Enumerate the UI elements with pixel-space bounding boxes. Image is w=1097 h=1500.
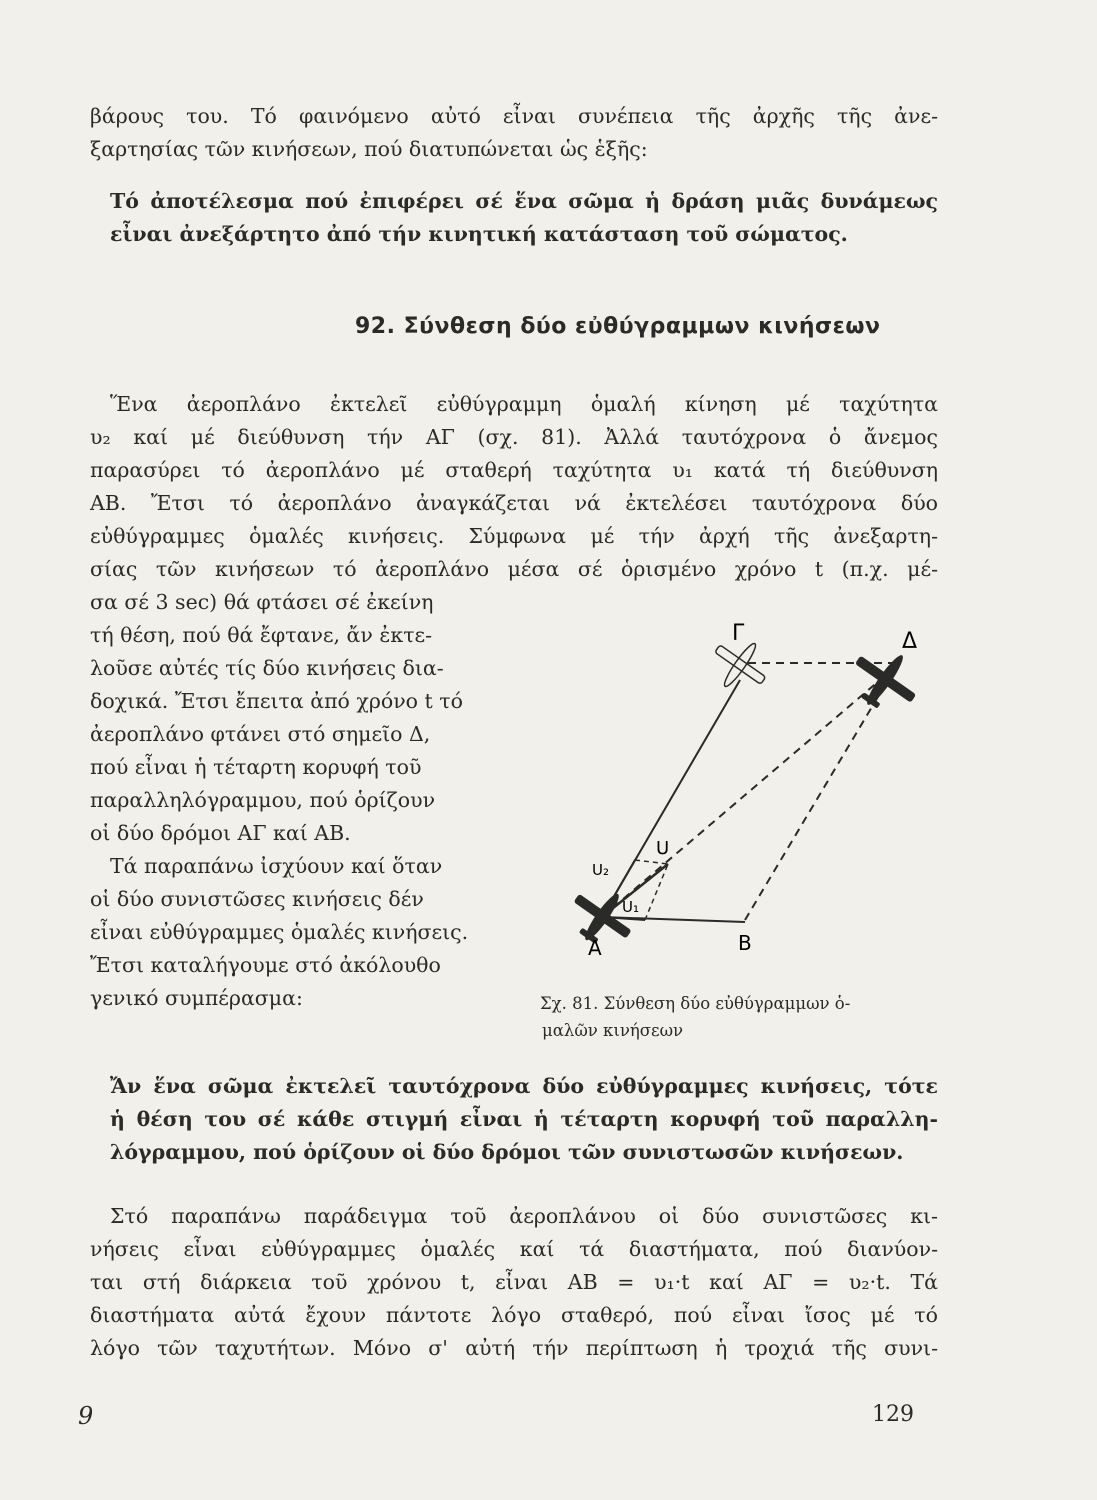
label-beta: Β	[738, 931, 752, 955]
text-line: εὐθύγραμμες ὁμαλές κινήσεις. Σύμφωνα μέ τήν ἀρχή τῆς ἀνεξαρτη-	[90, 524, 938, 548]
text-line: ἡ θέση του σέ κάθε στιγμή εἶναι ἡ τέταρτη κορυφή τοῦ παραλλη-	[110, 1107, 938, 1131]
text-line: Ἄν ἕνα σῶμα ἐκτελεῖ ταυτόχρονα δύο εὐθύγραμμες κινήσεις, τότε	[110, 1074, 938, 1098]
text-line: τή θέση, πού θά ἔφτανε, ἄν ἐκτε-	[90, 623, 433, 647]
airplane-icon-a	[560, 876, 645, 959]
caption-line: Σχ. 81. Σύνθεση δύο εὐθύγραμμων ὁ-	[540, 994, 851, 1013]
text-line: παραλληλόγραμμου, πού ὁρίζουν	[90, 788, 436, 812]
dashed-resultant-path	[602, 680, 880, 917]
text-line: εἶναι ἀνεξάρτητο ἀπό τήν κινητική κατάσταση τοῦ σώματος.	[110, 222, 848, 246]
caption-line: μαλῶν κινήσεων	[542, 1021, 684, 1040]
text-line: λόγο τῶν ταχυτήτων. Μόνο σ' αὐτή τήν περίπτωση ἡ τροχιά τῆς συνι-	[90, 1336, 938, 1360]
body-narrow-column	[90, 586, 512, 1015]
parallelogram-diagram	[540, 610, 940, 980]
label-alpha: Α	[588, 936, 602, 960]
principle-statement-1	[110, 185, 938, 251]
text-line: λοῦσε αὐτές τίς δύο κινήσεις δια-	[90, 656, 444, 680]
dashed-small-top	[635, 860, 668, 864]
figure-caption	[540, 990, 940, 1044]
text-line: ΑΒ. Ἔτσι τό ἀεροπλάνο ἀναγκάζεται νά ἐκτελέσει ταυτόχρονα δύο	[90, 491, 938, 515]
text-line: δοχικά. Ἔτσι ἔπειτα ἀπό χρόνο t τό	[90, 689, 463, 713]
text-line: πού εἶναι ἡ τέταρτη κορυφή τοῦ	[90, 755, 422, 779]
text-line: υ₂ καί μέ διεύθυνση τήν ΑΓ (σχ. 81). Ἀλλά ταυτόχρονα ὁ ἄνεμος	[90, 425, 938, 449]
text-line: σίας τῶν κινήσεων τό ἀεροπλάνο μέσα σέ ὁρισμένο χρόνο t (π.χ. μέ-	[90, 557, 938, 581]
figure-81	[540, 610, 940, 980]
page-number: 129	[872, 1402, 914, 1427]
text-line: διαστήματα αὐτά ἔχουν πάντοτε λόγο σταθερό, πού εἶναι ἴσος μέ τό	[90, 1303, 938, 1327]
text-line: γενικό συμπέρασμα:	[90, 986, 303, 1010]
section-heading: 92. Σύνθεση δύο εὐθύγραμμων κινήσεων	[355, 314, 881, 339]
text-line: παρασύρει τό ἀεροπλάνο μέ σταθερή ταχύτητα υ₁ κατά τή διεύθυνση	[90, 458, 938, 482]
text-line: βάρους του. Τό φαινόμενο αὐτό εἶναι συνέπεια τῆς ἀρχῆς τῆς ἀνε-	[90, 104, 938, 128]
label-u: U	[656, 838, 670, 859]
text-line: σα σέ 3 sec) θά φτάσει σέ ἐκείνη	[90, 590, 434, 614]
dashed-line-beta-delta	[745, 685, 885, 920]
text-line: ἀεροπλάνο φτάνει στό σημεῖο Δ,	[90, 722, 431, 746]
text-line: Τά παραπάνω ἰσχύουν καί ὅταν	[110, 854, 443, 878]
text-line: οἱ δύο συνιστῶσες κινήσεις δέν	[90, 887, 424, 911]
label-u2: U₂	[592, 861, 609, 879]
text-line: ξαρτησίας τῶν κινήσεων, πού διατυπώνεται ὡς ἑξῆς:	[90, 137, 648, 161]
text-line: νήσεις εἶναι εὐθύγραμμες ὁμαλές καί τά διαστήματα, πού διανύον-	[90, 1237, 938, 1261]
signature-mark: 9	[78, 1402, 94, 1430]
principle-statement-2	[110, 1070, 938, 1169]
body-paragraph-2	[90, 1200, 938, 1365]
text-line: Ἔτσι καταλήγουμε στό ἀκόλουθο	[90, 953, 441, 977]
label-u1: U₁	[622, 898, 639, 916]
label-gamma: Γ	[732, 621, 745, 646]
text-line: Ἕνα ἀεροπλάνο ἐκτελεῖ εὐθύγραμμη ὁμαλή κίνηση μέ ταχύτητα	[110, 392, 938, 416]
text-line: Τό ἀποτέλεσμα πού ἐπιφέρει σέ ἕνα σῶμα ἡ δράση μιᾶς δυνάμεως	[110, 189, 938, 213]
text-line: ται στή διάρκεια τοῦ χρόνου t, εἶναι ΑΒ = υ₁·t καί ΑΓ = υ₂·t. Τά	[90, 1270, 938, 1294]
text-line: οἱ δύο δρόμοι ΑΓ καί ΑΒ.	[90, 821, 351, 845]
label-delta: Δ	[902, 629, 918, 654]
text-line: εἶναι εὐθύγραμμες ὁμαλές κινήσεις.	[90, 920, 469, 944]
text-line: Στό παραπάνω παράδειγμα τοῦ ἀεροπλάνου οἱ δύο συνιστῶσες κι-	[110, 1204, 938, 1228]
text-line: λόγραμμου, πού ὁρίζουν οἱ δύο δρόμοι τῶν συνιστωσῶν κινήσεων.	[110, 1140, 904, 1164]
body-paragraph-1	[90, 388, 938, 586]
intro-paragraph	[90, 100, 938, 166]
